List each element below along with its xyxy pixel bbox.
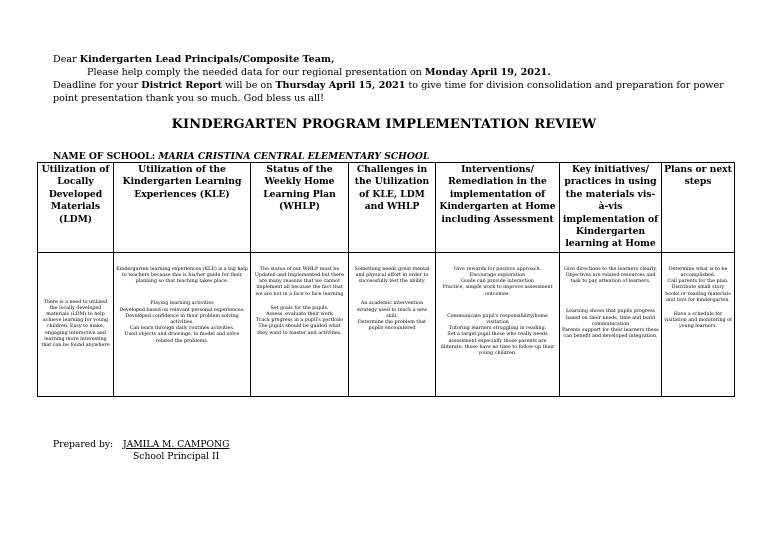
- preparer-position: School Principal II: [133, 451, 220, 462]
- district-report: District Report: [141, 80, 223, 91]
- school-name: MARIA CRISTINA CENTRAL ELEMENTARY SCHOOL: [158, 151, 430, 162]
- header-whlp: Status of the Weekly Home Learning Plan (WHLP): [251, 163, 349, 253]
- table-row: [38, 252, 735, 396]
- header-plans: Plans or next steps: [662, 163, 735, 253]
- header-key-initiatives: Key initiatives/ practices in using the materials vis-à-vis implementation of Kindergarten learning at Home: [560, 163, 662, 253]
- letter-line-3: point presentation thank you so much. God bless us all!: [53, 93, 324, 104]
- cell-challenges: Something needs great mental and physical effort in order to successfully test the ability. An academic intervention strategy used to teach a new skill. Determine the problem that pupils encountered: [349, 252, 436, 396]
- header-kle: Utilization of the Kindergarten Learning Experiences (KLE): [114, 163, 251, 253]
- review-table: [37, 162, 735, 397]
- school-name-line: NAME OF SCHOOL: MARIA CRISTINA CENTRAL ELEMENTARY SCHOOL: [53, 151, 430, 162]
- presentation-date: Monday April 19, 2021.: [424, 67, 551, 78]
- salutation: Dear Kindergarten Lead Principals/Composite Team,: [53, 54, 335, 65]
- header-interventions: Interventions/ Remediation in the implementation of Kindergarten at Home including Assessment: [436, 163, 560, 253]
- letter-line-2: Deadline for your District Report will be on Thursday April 15, 2021 to give time for division consolidation and preparation for power: [53, 80, 724, 91]
- cell-kle: Kindergarten learning experiences (KLE) is a big help to teachers because this is his/her guide for their planning so that teaching takes place. Playing learning activities Developed based on relevant personal experiences. Developed confidence in their problem solving activities. Can learn through daily routines activities. Used objects and drawings, to model and solve related the problems.: [114, 252, 251, 396]
- letter-body: [53, 53, 743, 105]
- header-challenges: Challenges in the Utilization of KLE, LDM and WHLP: [349, 163, 436, 253]
- preparer-name: JAMILA M. CAMPONG: [123, 439, 230, 450]
- cell-key-initiatives: Give directions to the learners clearly. Objectives are related resources and task to pay attention of learners. Learning shows that pupils progress based on their needs, time and build communication Parents support for their learners these can benefit and developed integration.: [560, 252, 662, 396]
- deadline-date: Thursday April 15, 2021: [275, 80, 406, 91]
- prepared-by-label: Prepared by:: [53, 439, 114, 450]
- header-ldm: Utilization of Locally Developed Materials (LDM): [38, 163, 114, 253]
- letter-line-1: Please help comply the needed data for our regional presentation on Monday April 19, 2021.: [87, 67, 551, 78]
- salutation-recipient: Kindergarten Lead Principals/Composite Team,: [79, 54, 335, 65]
- cell-plans: Determine what is to be accomplished. Call parents for the plan. Distribute small story books or reading materials and toys for kindergarten. Have a schedule for visitation and monitoring of young learners.: [662, 252, 735, 396]
- document-title: KINDERGARTEN PROGRAM IMPLEMENTATION REVIEW: [171, 117, 597, 132]
- cell-ldm: There is a need to utilized the locally developed materials (LDM) to help achieve learning for young children. Easy to make, engaging interactive and learning more interesting that can be found anywhere: [38, 252, 114, 396]
- table-header-row: [38, 163, 735, 253]
- prepared-by-block: [53, 439, 229, 463]
- cell-whlp: The status of our WHLP must be Updated and Implemented but there are many reasons that we cannot implement all because the fact that we are not in a face to face learning Set goals for the pupils. Assess, evaluate their work Track progress in a pupil's portfolio The pupils should be guided what they want to master and activities.: [251, 252, 349, 396]
- cell-interventions: Give rewards for positive approach. Encourage exploration Guide can provide interaction Practice, simple work to improve assessment outcomes. Communicate pupil's responsibility/home visitation Tutoring learners struggling in reading. Set a target pupil those who really needs assessment especially those parents are illiterate, those have no time to follow-up their young children.: [436, 252, 560, 396]
